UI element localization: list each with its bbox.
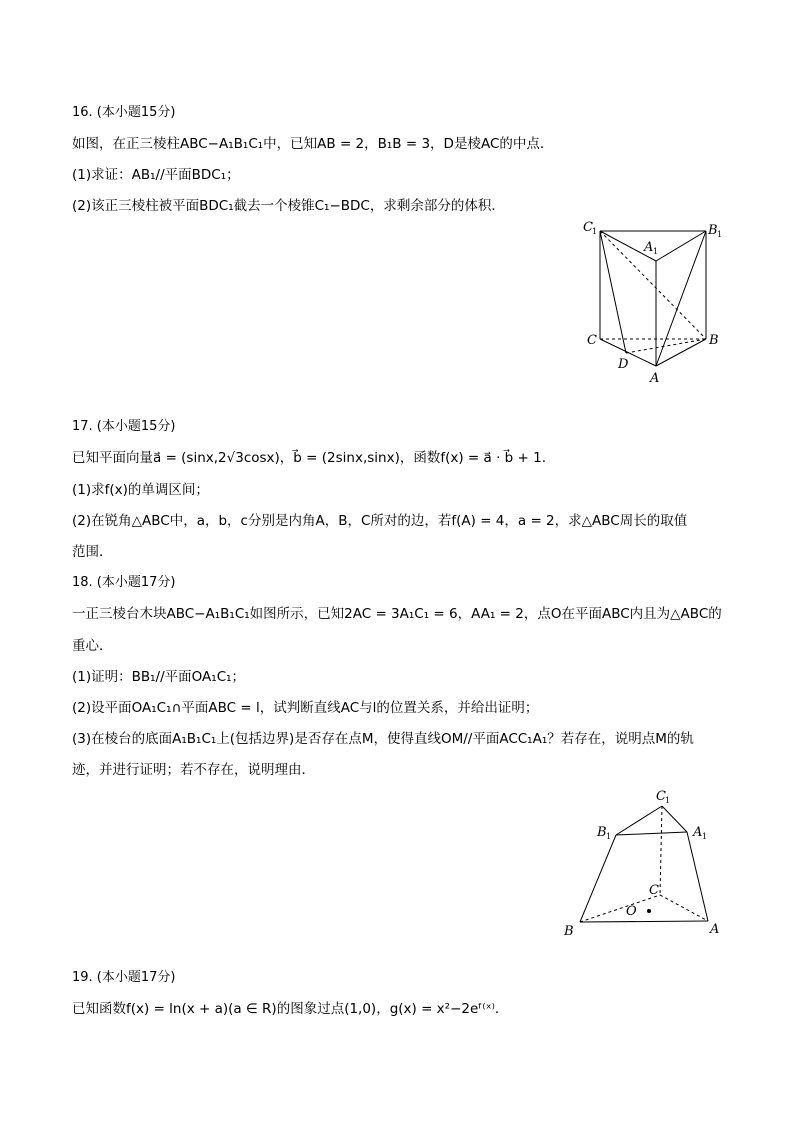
problem-16-part-1: (1)求证：AB₁//平面BDC₁； xyxy=(72,167,240,183)
label-A1: A xyxy=(644,240,654,255)
label-B1: B xyxy=(597,825,607,840)
problem-18-part-3-cont: 迹，并进行证明；若不存在，说明理由． xyxy=(72,762,315,778)
label-A: A xyxy=(650,371,660,386)
label-B1: B xyxy=(708,223,718,238)
problem-18-part-3: (3)在棱台的底面A₁B₁C₁上(包括边界)是否存在点M，使得直线OM//平面ACC₁A₁？若存在，说明点M的轨 xyxy=(72,731,694,747)
problem-18-statement-cont: 重心． xyxy=(72,638,113,654)
problem-17-part-1: (1)求f(x)的单调区间； xyxy=(72,482,209,498)
problem-17-part-2: (2)在锐角△ABC中，a，b，c分别是内角A，B，C所对的边，若f(A) = 4，a = 2，求△ABC周长的取值 xyxy=(72,513,688,529)
label-C1: C xyxy=(583,220,593,235)
problem-19-header: 19. (本小题17分) xyxy=(72,970,176,985)
problem-16-part-2: (2)该正三棱柱被平面BDC₁截去一个棱锥C₁−BDC，求剩余部分的体积． xyxy=(72,198,505,214)
label-B1-sub: 1 xyxy=(717,230,723,239)
problem-18-statement: 一正三棱台木块ABC−A₁B₁C₁如图所示，已知2AC = 3A₁C₁ = 6，AA₁ = 2，点O在平面ABC内且为△ABC的 xyxy=(72,606,722,622)
label-A1-sub: 1 xyxy=(653,247,659,256)
label-C1: C xyxy=(656,789,666,804)
label-C: C xyxy=(587,333,597,348)
label-B1-sub: 1 xyxy=(606,832,612,841)
problem-17-part-2-cont: 范围． xyxy=(72,544,113,560)
label-A1: A xyxy=(693,825,703,840)
label-D: D xyxy=(618,357,629,372)
label-O: O xyxy=(626,904,637,919)
label-C1-sub: 1 xyxy=(665,796,671,805)
problem-19-statement: 已知函数f(x) = ln(x + a)(a ∈ R)的图象过点(1,0)，g(x) = x²−2eᶠ⁽ˣ⁾． xyxy=(72,1001,509,1017)
label-A: A xyxy=(710,922,720,937)
prism-figure xyxy=(578,216,728,391)
problem-17-statement: 已知平面向量a⃗ = (sinx,2√3cosx)，b⃗ = (2sinx,sinx)，函数f(x) = a⃗ · b⃗ + 1. xyxy=(72,450,547,466)
label-C: C xyxy=(649,883,659,898)
label-A1-sub: 1 xyxy=(702,832,708,841)
problem-18-part-1: (1)证明：BB₁//平面OA₁C₁； xyxy=(72,669,246,685)
centroid-point xyxy=(647,909,651,913)
frustum-figure xyxy=(560,784,730,944)
problem-18-header: 18. (本小题17分) xyxy=(72,575,176,590)
label-C1-sub: 1 xyxy=(592,227,598,236)
problem-16-header: 16. (本小题15分) xyxy=(72,105,176,120)
label-B: B xyxy=(564,924,574,939)
problem-18-part-2: (2)设平面OA₁C₁∩平面ABC = l，试判断直线AC与l的位置关系，并给出证明； xyxy=(72,700,539,716)
problem-17-header: 17. (本小题15分) xyxy=(72,419,176,434)
problem-16-statement: 如图，在正三棱柱ABC−A₁B₁C₁中，已知AB = 2，B₁B = 3，D是棱AC的中点． xyxy=(72,136,554,152)
label-B: B xyxy=(709,333,719,348)
